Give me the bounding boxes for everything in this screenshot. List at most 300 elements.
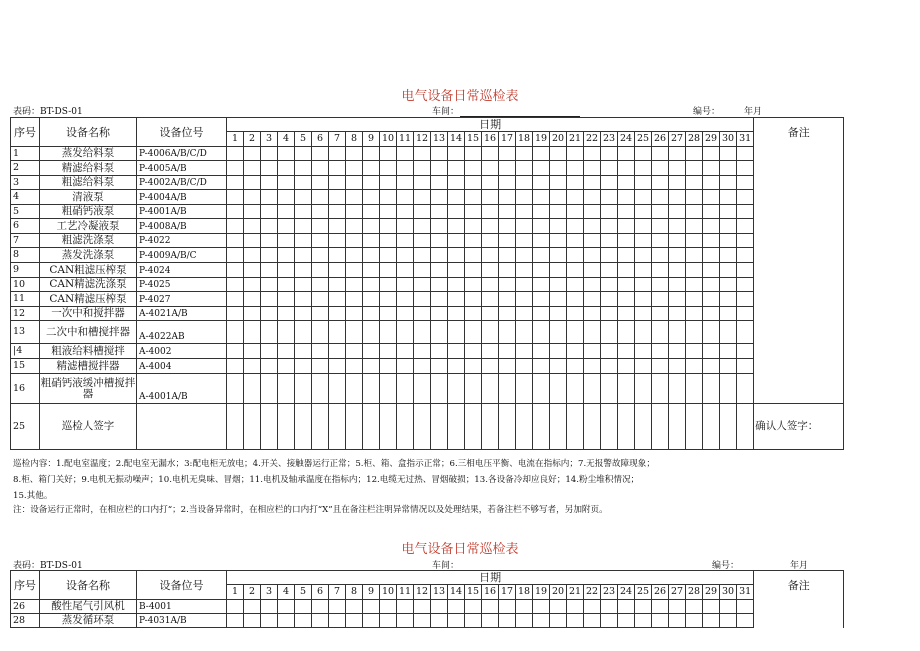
check-cell[interactable] xyxy=(567,359,584,374)
check-cell[interactable] xyxy=(278,176,295,190)
check-cell[interactable] xyxy=(278,219,295,234)
check-cell[interactable] xyxy=(703,176,720,190)
check-cell[interactable] xyxy=(635,147,652,161)
check-cell[interactable] xyxy=(533,344,550,359)
check-cell[interactable] xyxy=(584,234,601,248)
check-cell[interactable] xyxy=(567,219,584,234)
check-cell[interactable] xyxy=(465,219,482,234)
check-cell[interactable] xyxy=(533,292,550,307)
check-cell[interactable] xyxy=(227,161,244,176)
check-cell[interactable] xyxy=(431,374,448,404)
check-cell[interactable] xyxy=(397,600,414,614)
signature-cell[interactable] xyxy=(720,404,737,450)
check-cell[interactable] xyxy=(550,614,567,628)
check-cell[interactable] xyxy=(465,176,482,190)
check-cell[interactable] xyxy=(635,176,652,190)
check-cell[interactable] xyxy=(601,278,618,292)
check-cell[interactable] xyxy=(499,248,516,263)
check-cell[interactable] xyxy=(261,248,278,263)
check-cell[interactable] xyxy=(448,359,465,374)
check-cell[interactable] xyxy=(295,205,312,219)
check-cell[interactable] xyxy=(295,234,312,248)
check-cell[interactable] xyxy=(669,147,686,161)
check-cell[interactable] xyxy=(431,147,448,161)
check-cell[interactable] xyxy=(329,263,346,278)
check-cell[interactable] xyxy=(567,147,584,161)
check-cell[interactable] xyxy=(346,263,363,278)
check-cell[interactable] xyxy=(635,374,652,404)
check-cell[interactable] xyxy=(414,344,431,359)
check-cell[interactable] xyxy=(431,190,448,205)
check-cell[interactable] xyxy=(533,263,550,278)
check-cell[interactable] xyxy=(703,374,720,404)
check-cell[interactable] xyxy=(227,344,244,359)
check-cell[interactable] xyxy=(244,344,261,359)
check-cell[interactable] xyxy=(669,176,686,190)
check-cell[interactable] xyxy=(448,161,465,176)
check-cell[interactable] xyxy=(686,321,703,344)
check-cell[interactable] xyxy=(720,307,737,321)
check-cell[interactable] xyxy=(278,263,295,278)
check-cell[interactable] xyxy=(278,278,295,292)
check-cell[interactable] xyxy=(363,248,380,263)
check-cell[interactable] xyxy=(618,307,635,321)
check-cell[interactable] xyxy=(499,307,516,321)
check-cell[interactable] xyxy=(550,234,567,248)
check-cell[interactable] xyxy=(261,321,278,344)
check-cell[interactable] xyxy=(499,321,516,344)
check-cell[interactable] xyxy=(278,234,295,248)
check-cell[interactable] xyxy=(533,321,550,344)
check-cell[interactable] xyxy=(686,614,703,628)
check-cell[interactable] xyxy=(516,321,533,344)
check-cell[interactable] xyxy=(397,219,414,234)
check-cell[interactable] xyxy=(601,234,618,248)
check-cell[interactable] xyxy=(448,263,465,278)
check-cell[interactable] xyxy=(244,147,261,161)
check-cell[interactable] xyxy=(482,263,499,278)
check-cell[interactable] xyxy=(686,248,703,263)
check-cell[interactable] xyxy=(227,219,244,234)
check-cell[interactable] xyxy=(329,205,346,219)
check-cell[interactable] xyxy=(380,190,397,205)
check-cell[interactable] xyxy=(618,359,635,374)
signature-cell[interactable] xyxy=(329,404,346,450)
check-cell[interactable] xyxy=(516,292,533,307)
check-cell[interactable] xyxy=(686,344,703,359)
check-cell[interactable] xyxy=(244,600,261,614)
check-cell[interactable] xyxy=(482,190,499,205)
check-cell[interactable] xyxy=(397,147,414,161)
check-cell[interactable] xyxy=(414,176,431,190)
check-cell[interactable] xyxy=(261,263,278,278)
check-cell[interactable] xyxy=(448,205,465,219)
check-cell[interactable] xyxy=(584,359,601,374)
check-cell[interactable] xyxy=(414,234,431,248)
signature-cell[interactable] xyxy=(669,404,686,450)
check-cell[interactable] xyxy=(414,248,431,263)
check-cell[interactable] xyxy=(346,147,363,161)
check-cell[interactable] xyxy=(737,359,754,374)
check-cell[interactable] xyxy=(329,292,346,307)
check-cell[interactable] xyxy=(618,344,635,359)
check-cell[interactable] xyxy=(346,307,363,321)
check-cell[interactable] xyxy=(635,234,652,248)
check-cell[interactable] xyxy=(431,278,448,292)
check-cell[interactable] xyxy=(363,161,380,176)
check-cell[interactable] xyxy=(550,219,567,234)
check-cell[interactable] xyxy=(601,307,618,321)
check-cell[interactable] xyxy=(618,263,635,278)
check-cell[interactable] xyxy=(363,234,380,248)
check-cell[interactable] xyxy=(227,292,244,307)
check-cell[interactable] xyxy=(686,176,703,190)
check-cell[interactable] xyxy=(567,321,584,344)
check-cell[interactable] xyxy=(261,359,278,374)
signature-cell[interactable] xyxy=(686,404,703,450)
check-cell[interactable] xyxy=(533,600,550,614)
check-cell[interactable] xyxy=(737,205,754,219)
check-cell[interactable] xyxy=(737,600,754,614)
check-cell[interactable] xyxy=(720,344,737,359)
check-cell[interactable] xyxy=(652,219,669,234)
check-cell[interactable] xyxy=(550,147,567,161)
check-cell[interactable] xyxy=(567,248,584,263)
check-cell[interactable] xyxy=(431,307,448,321)
check-cell[interactable] xyxy=(261,307,278,321)
check-cell[interactable] xyxy=(516,161,533,176)
check-cell[interactable] xyxy=(567,176,584,190)
check-cell[interactable] xyxy=(618,176,635,190)
check-cell[interactable] xyxy=(414,147,431,161)
check-cell[interactable] xyxy=(397,374,414,404)
signature-cell[interactable] xyxy=(363,404,380,450)
check-cell[interactable] xyxy=(465,263,482,278)
check-cell[interactable] xyxy=(618,161,635,176)
check-cell[interactable] xyxy=(346,176,363,190)
check-cell[interactable] xyxy=(380,219,397,234)
check-cell[interactable] xyxy=(261,234,278,248)
check-cell[interactable] xyxy=(720,359,737,374)
check-cell[interactable] xyxy=(686,147,703,161)
check-cell[interactable] xyxy=(431,263,448,278)
check-cell[interactable] xyxy=(703,147,720,161)
check-cell[interactable] xyxy=(346,205,363,219)
check-cell[interactable] xyxy=(635,614,652,628)
check-cell[interactable] xyxy=(516,219,533,234)
check-cell[interactable] xyxy=(227,205,244,219)
check-cell[interactable] xyxy=(278,161,295,176)
check-cell[interactable] xyxy=(380,344,397,359)
check-cell[interactable] xyxy=(737,321,754,344)
check-cell[interactable] xyxy=(448,248,465,263)
check-cell[interactable] xyxy=(261,278,278,292)
check-cell[interactable] xyxy=(448,278,465,292)
check-cell[interactable] xyxy=(669,219,686,234)
check-cell[interactable] xyxy=(312,219,329,234)
check-cell[interactable] xyxy=(227,614,244,628)
signature-cell[interactable] xyxy=(295,404,312,450)
check-cell[interactable] xyxy=(397,248,414,263)
check-cell[interactable] xyxy=(278,190,295,205)
check-cell[interactable] xyxy=(431,321,448,344)
check-cell[interactable] xyxy=(550,359,567,374)
check-cell[interactable] xyxy=(550,278,567,292)
check-cell[interactable] xyxy=(414,190,431,205)
check-cell[interactable] xyxy=(363,292,380,307)
check-cell[interactable] xyxy=(601,161,618,176)
check-cell[interactable] xyxy=(601,176,618,190)
check-cell[interactable] xyxy=(363,176,380,190)
check-cell[interactable] xyxy=(652,161,669,176)
check-cell[interactable] xyxy=(465,600,482,614)
check-cell[interactable] xyxy=(550,321,567,344)
check-cell[interactable] xyxy=(431,205,448,219)
check-cell[interactable] xyxy=(244,219,261,234)
check-cell[interactable] xyxy=(261,292,278,307)
check-cell[interactable] xyxy=(431,219,448,234)
check-cell[interactable] xyxy=(516,359,533,374)
check-cell[interactable] xyxy=(414,161,431,176)
check-cell[interactable] xyxy=(652,321,669,344)
check-cell[interactable] xyxy=(601,321,618,344)
check-cell[interactable] xyxy=(227,248,244,263)
check-cell[interactable] xyxy=(533,307,550,321)
check-cell[interactable] xyxy=(312,278,329,292)
check-cell[interactable] xyxy=(703,614,720,628)
check-cell[interactable] xyxy=(567,190,584,205)
check-cell[interactable] xyxy=(618,321,635,344)
check-cell[interactable] xyxy=(227,190,244,205)
check-cell[interactable] xyxy=(414,307,431,321)
check-cell[interactable] xyxy=(635,248,652,263)
check-cell[interactable] xyxy=(244,614,261,628)
signature-cell[interactable] xyxy=(465,404,482,450)
signature-cell[interactable] xyxy=(261,404,278,450)
check-cell[interactable] xyxy=(584,219,601,234)
check-cell[interactable] xyxy=(601,205,618,219)
check-cell[interactable] xyxy=(295,147,312,161)
check-cell[interactable] xyxy=(635,321,652,344)
check-cell[interactable] xyxy=(448,176,465,190)
check-cell[interactable] xyxy=(703,344,720,359)
check-cell[interactable] xyxy=(261,614,278,628)
check-cell[interactable] xyxy=(363,374,380,404)
check-cell[interactable] xyxy=(635,292,652,307)
check-cell[interactable] xyxy=(635,219,652,234)
check-cell[interactable] xyxy=(669,307,686,321)
check-cell[interactable] xyxy=(465,292,482,307)
check-cell[interactable] xyxy=(244,205,261,219)
check-cell[interactable] xyxy=(346,359,363,374)
check-cell[interactable] xyxy=(635,190,652,205)
check-cell[interactable] xyxy=(414,205,431,219)
check-cell[interactable] xyxy=(244,161,261,176)
check-cell[interactable] xyxy=(346,234,363,248)
check-cell[interactable] xyxy=(550,374,567,404)
check-cell[interactable] xyxy=(737,234,754,248)
check-cell[interactable] xyxy=(618,614,635,628)
check-cell[interactable] xyxy=(567,292,584,307)
check-cell[interactable] xyxy=(567,278,584,292)
check-cell[interactable] xyxy=(550,600,567,614)
check-cell[interactable] xyxy=(227,147,244,161)
check-cell[interactable] xyxy=(635,600,652,614)
check-cell[interactable] xyxy=(618,205,635,219)
check-cell[interactable] xyxy=(363,205,380,219)
check-cell[interactable] xyxy=(431,292,448,307)
signature-cell[interactable] xyxy=(737,404,754,450)
check-cell[interactable] xyxy=(482,600,499,614)
check-cell[interactable] xyxy=(584,263,601,278)
check-cell[interactable] xyxy=(482,359,499,374)
check-cell[interactable] xyxy=(244,374,261,404)
check-cell[interactable] xyxy=(295,248,312,263)
check-cell[interactable] xyxy=(295,292,312,307)
check-cell[interactable] xyxy=(482,374,499,404)
check-cell[interactable] xyxy=(567,205,584,219)
check-cell[interactable] xyxy=(686,161,703,176)
check-cell[interactable] xyxy=(397,278,414,292)
check-cell[interactable] xyxy=(380,292,397,307)
check-cell[interactable] xyxy=(499,600,516,614)
signature-cell[interactable] xyxy=(244,404,261,450)
check-cell[interactable] xyxy=(363,278,380,292)
check-cell[interactable] xyxy=(397,263,414,278)
signature-cell[interactable] xyxy=(482,404,499,450)
check-cell[interactable] xyxy=(414,278,431,292)
check-cell[interactable] xyxy=(618,374,635,404)
signature-cell[interactable] xyxy=(414,404,431,450)
check-cell[interactable] xyxy=(244,359,261,374)
check-cell[interactable] xyxy=(703,321,720,344)
check-cell[interactable] xyxy=(737,176,754,190)
check-cell[interactable] xyxy=(601,344,618,359)
check-cell[interactable] xyxy=(635,205,652,219)
check-cell[interactable] xyxy=(312,176,329,190)
check-cell[interactable] xyxy=(312,190,329,205)
signature-cell[interactable] xyxy=(601,404,618,450)
check-cell[interactable] xyxy=(499,344,516,359)
check-cell[interactable] xyxy=(584,176,601,190)
check-cell[interactable] xyxy=(261,190,278,205)
check-cell[interactable] xyxy=(550,190,567,205)
check-cell[interactable] xyxy=(363,614,380,628)
check-cell[interactable] xyxy=(295,190,312,205)
check-cell[interactable] xyxy=(669,263,686,278)
check-cell[interactable] xyxy=(278,292,295,307)
check-cell[interactable] xyxy=(499,205,516,219)
check-cell[interactable] xyxy=(363,219,380,234)
check-cell[interactable] xyxy=(295,374,312,404)
check-cell[interactable] xyxy=(499,614,516,628)
check-cell[interactable] xyxy=(720,278,737,292)
check-cell[interactable] xyxy=(703,190,720,205)
check-cell[interactable] xyxy=(329,344,346,359)
check-cell[interactable] xyxy=(329,278,346,292)
check-cell[interactable] xyxy=(584,292,601,307)
check-cell[interactable] xyxy=(737,248,754,263)
check-cell[interactable] xyxy=(516,248,533,263)
check-cell[interactable] xyxy=(482,344,499,359)
signature-cell[interactable] xyxy=(346,404,363,450)
check-cell[interactable] xyxy=(720,292,737,307)
check-cell[interactable] xyxy=(669,600,686,614)
check-cell[interactable] xyxy=(652,234,669,248)
check-cell[interactable] xyxy=(550,248,567,263)
check-cell[interactable] xyxy=(652,278,669,292)
check-cell[interactable] xyxy=(482,205,499,219)
check-cell[interactable] xyxy=(499,263,516,278)
check-cell[interactable] xyxy=(533,359,550,374)
check-cell[interactable] xyxy=(261,147,278,161)
check-cell[interactable] xyxy=(363,263,380,278)
check-cell[interactable] xyxy=(278,374,295,404)
check-cell[interactable] xyxy=(669,359,686,374)
check-cell[interactable] xyxy=(227,234,244,248)
check-cell[interactable] xyxy=(397,176,414,190)
check-cell[interactable] xyxy=(380,161,397,176)
check-cell[interactable] xyxy=(414,321,431,344)
check-cell[interactable] xyxy=(312,248,329,263)
check-cell[interactable] xyxy=(720,234,737,248)
check-cell[interactable] xyxy=(312,234,329,248)
check-cell[interactable] xyxy=(720,147,737,161)
check-cell[interactable] xyxy=(686,205,703,219)
check-cell[interactable] xyxy=(584,344,601,359)
check-cell[interactable] xyxy=(516,600,533,614)
check-cell[interactable] xyxy=(737,344,754,359)
check-cell[interactable] xyxy=(567,614,584,628)
check-cell[interactable] xyxy=(431,614,448,628)
check-cell[interactable] xyxy=(329,161,346,176)
check-cell[interactable] xyxy=(703,205,720,219)
check-cell[interactable] xyxy=(703,278,720,292)
check-cell[interactable] xyxy=(346,248,363,263)
check-cell[interactable] xyxy=(397,344,414,359)
check-cell[interactable] xyxy=(329,614,346,628)
check-cell[interactable] xyxy=(431,359,448,374)
check-cell[interactable] xyxy=(686,234,703,248)
check-cell[interactable] xyxy=(499,147,516,161)
check-cell[interactable] xyxy=(499,190,516,205)
check-cell[interactable] xyxy=(346,278,363,292)
check-cell[interactable] xyxy=(703,600,720,614)
check-cell[interactable] xyxy=(278,205,295,219)
check-cell[interactable] xyxy=(584,147,601,161)
check-cell[interactable] xyxy=(244,176,261,190)
check-cell[interactable] xyxy=(652,344,669,359)
check-cell[interactable] xyxy=(312,344,329,359)
check-cell[interactable] xyxy=(584,278,601,292)
check-cell[interactable] xyxy=(584,614,601,628)
check-cell[interactable] xyxy=(601,219,618,234)
check-cell[interactable] xyxy=(363,307,380,321)
check-cell[interactable] xyxy=(567,344,584,359)
check-cell[interactable] xyxy=(703,248,720,263)
check-cell[interactable] xyxy=(244,307,261,321)
check-cell[interactable] xyxy=(244,190,261,205)
check-cell[interactable] xyxy=(482,321,499,344)
check-cell[interactable] xyxy=(737,278,754,292)
check-cell[interactable] xyxy=(601,614,618,628)
check-cell[interactable] xyxy=(465,248,482,263)
check-cell[interactable] xyxy=(550,176,567,190)
check-cell[interactable] xyxy=(295,219,312,234)
check-cell[interactable] xyxy=(499,219,516,234)
check-cell[interactable] xyxy=(397,205,414,219)
check-cell[interactable] xyxy=(567,600,584,614)
